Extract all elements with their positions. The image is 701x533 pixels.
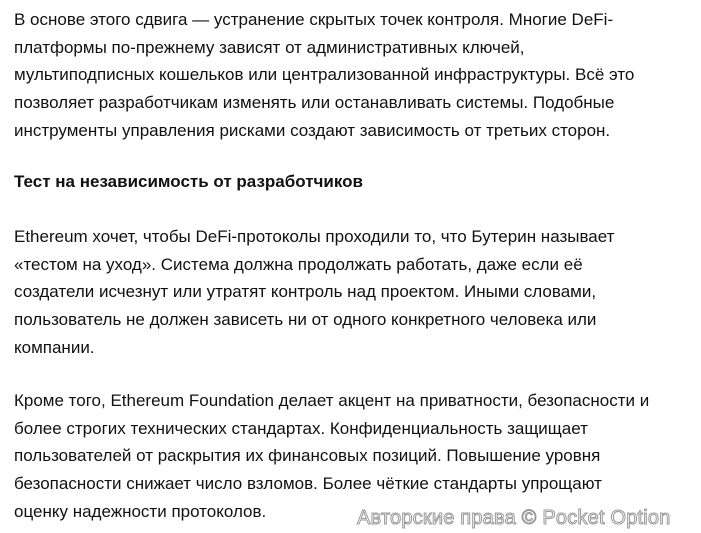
text-line: пользователей от раскрытия их финансовых позиций. Повышение уровня bbox=[14, 446, 601, 466]
text-line: инструменты управления рисками создают зависимость от третьих сторон. bbox=[14, 120, 611, 140]
text-line: «тестом на уход». Система должна продолжать работать, даже если её bbox=[14, 254, 583, 274]
text-line: Ethereum хочет, чтобы DeFi-протоколы проходили то, что Бутерин называет bbox=[14, 227, 615, 246]
text-line: компании. bbox=[14, 337, 95, 357]
text-line: В основе этого сдвига — устранение скрытых точек контроля. Многие DeFi- bbox=[14, 10, 614, 29]
paragraph-3 bbox=[14, 387, 649, 526]
text-line: Кроме того, Ethereum Foundation делает акцент на приватности, безопасности и bbox=[14, 391, 650, 410]
text-line: мультиподписных кошельков или централизованной инфраструктуры. Всё это bbox=[14, 65, 635, 85]
text-line: оценку надежности протоколов. bbox=[14, 501, 267, 521]
copyright-watermark: Авторские права © Pocket Option bbox=[357, 507, 671, 529]
text-line: безопасности снижает число взломов. Более чёткие стандарты упрощают bbox=[14, 474, 602, 494]
text-line: более строгих технических стандартах. Конфиденциальность защищает bbox=[14, 418, 588, 438]
text-line: платформы по-прежнему зависят от административных ключей, bbox=[14, 37, 525, 57]
section-heading: Тест на независимость от разработчиков bbox=[14, 172, 363, 191]
text-line: создатели исчезнут или утратят контроль над проектом. Иными словами, bbox=[14, 282, 597, 302]
text-line: пользователь не должен зависеть ни от одного конкретного человека или bbox=[14, 310, 597, 330]
paragraph-1 bbox=[14, 6, 634, 145]
paragraph-2 bbox=[14, 223, 614, 362]
text-line: позволяет разработчикам изменять или останавливать системы. Подобные bbox=[14, 93, 615, 113]
